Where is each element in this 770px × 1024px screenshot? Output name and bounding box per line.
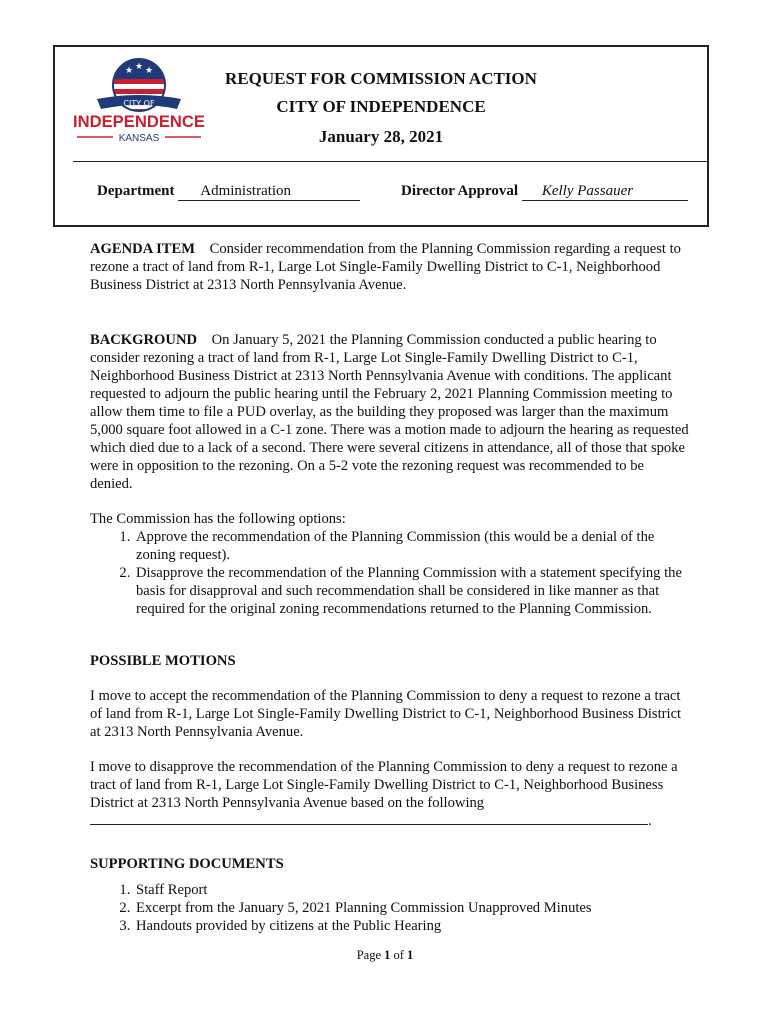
background-label: BACKGROUND: [90, 332, 198, 348]
options-intro: The Commission has the following options:: [90, 511, 346, 527]
form-title: REQUEST FOR COMMISSION ACTION: [225, 69, 537, 88]
svg-text:★: ★: [145, 66, 154, 76]
city-name: CITY OF INDEPENDENCE: [276, 97, 486, 116]
background-section: [90, 331, 690, 493]
director-approval-value: Kelly Passauer: [522, 183, 688, 201]
options-list: [90, 528, 690, 618]
basis-blank-line: [90, 812, 648, 825]
meeting-date: January 28, 2021: [318, 127, 444, 146]
supporting-documents-label: SUPPORTING DOCUMENTS: [90, 856, 284, 872]
page-prefix: Page: [356, 948, 385, 962]
options-section: [90, 510, 690, 618]
supporting-documents-section: [90, 855, 690, 935]
motion-disapprove-text: I move to disapprove the recommendation of the Planning Commission to deny a request to rezone a tract of land from R-1, Large Lot Single-Family Dwelling District to C-1, Neighborhood Business District at 2313 North Pennsylvania Avenue based on the following: [90, 759, 678, 811]
agenda-item-text: Consider recommendation from the Planning Commission regarding a request to rezone a tract of land from R-1, Large Lot Single-Family Dwelling District to C-1, Neighborhood Business District at 2313 North Pennsylvania Avenue.: [90, 241, 681, 293]
svg-text:★: ★: [125, 66, 134, 76]
option-item-2: 2. Disapprove the recommendation of the Planning Commission with a statement specifying the basis for disapproval and such recommendation shall be considered in like manner as that required for the original zoning recommendations returned to the Planning Commission.: [134, 564, 690, 618]
logo-name-text: INDEPENDENCE: [73, 112, 205, 131]
department-value: Administration: [178, 183, 360, 201]
possible-motions-label: POSSIBLE MOTIONS: [90, 653, 236, 669]
motion-disapprove: [90, 758, 690, 830]
logo-banner-text: CITY OF: [123, 99, 155, 108]
page-footer: [0, 948, 770, 963]
header-box: [53, 45, 709, 227]
director-approval-label: Director Approval: [401, 183, 519, 199]
page-of: of: [390, 948, 408, 962]
possible-motions-section: [90, 652, 690, 670]
option-item-1: 1. Approve the recommendation of the Planning Commission (this would be a denial of the zoning request).: [134, 528, 690, 564]
supporting-documents-list: [90, 881, 690, 935]
svg-text:★: ★: [135, 62, 144, 72]
agenda-item-label: AGENDA ITEM: [90, 241, 196, 257]
page-total: 1: [407, 948, 414, 962]
background-text: On January 5, 2021 the Planning Commission conducted a public hearing to consider rezoning a tract of land from R-1, Large Lot Single-Family Dwelling District to C-1, Neighborhood Business District at 2313 North Pennsylvania Avenue with conditions. The applicant requested to adjourn the public hearing until the February 2, 2021 Planning Commission meeting to allow them time to file a PUD overlay, as the building they proposed was larger than the maximum 5,000 square foot allowed in a C-1 zone. There was a motion made to adjourn the hearing as requested which died due to a lack of a second. There were several citizens in attendance, all of those that spoke were in opposition to the rezoning. On a 5-2 vote the rezoning request was recommended to be denied.: [90, 332, 689, 492]
header-divider: [73, 161, 707, 162]
supporting-document-3: 3. Handouts provided by citizens at the Public Hearing: [134, 917, 690, 935]
supporting-document-1: 1. Staff Report: [134, 881, 690, 899]
page-number: 1: [384, 948, 391, 962]
department-field: [97, 183, 360, 201]
department-label: Department: [97, 183, 175, 199]
motion-disapprove-end: .: [648, 813, 652, 829]
director-approval-field: [401, 183, 688, 201]
supporting-document-2: 2. Excerpt from the January 5, 2021 Planning Commission Unapproved Minutes: [134, 899, 690, 917]
motion-accept: [90, 687, 690, 741]
agenda-item-section: [90, 240, 690, 294]
logo-state-text: KANSAS: [118, 133, 160, 144]
motion-accept-text: I move to accept the recommendation of the Planning Commission to deny a request to rezone a tract of land from R-1, Large Lot Single-Family Dwelling District to C-1, Neighborhood Business District at 2313 North Pennsylvania Avenue.: [90, 688, 682, 740]
